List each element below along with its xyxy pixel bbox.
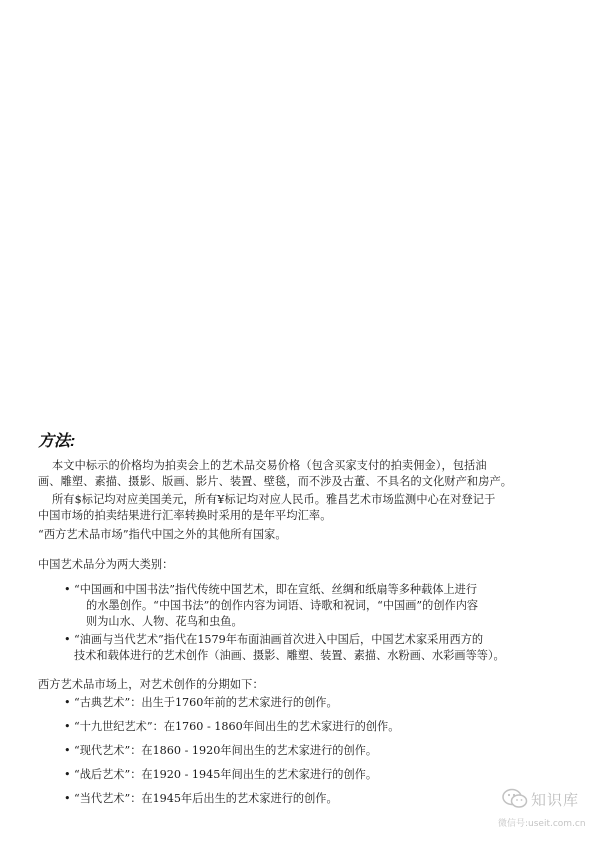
paragraph-line: 本文中标示的价格均为拍卖会上的艺术品交易价格（包含买家支付的拍卖佣金），包括油 (52, 459, 487, 472)
paragraph-western-market (38, 527, 558, 543)
bullet-icon: • (64, 583, 71, 596)
paragraph-chinese-categories-intro (38, 557, 558, 573)
list-item-line: “十九世纪艺术”：在1760 - 1860年间出生的艺术家进行的创作。 (74, 720, 400, 733)
bullet-icon: • (64, 768, 71, 781)
paragraph-line: 西方艺术品市场上，对艺术创作的分期如下： (38, 678, 264, 691)
list-item-period-classical (64, 695, 544, 711)
watermark (498, 788, 590, 838)
section-heading: 方法: (38, 433, 76, 450)
list-item-line: “中国画和中国书法”指代传统中国艺术，即在宣纸、丝绸和纸扇等多种载体上进行 (74, 583, 478, 596)
bullet-icon: • (64, 633, 71, 646)
paragraph-currency (38, 492, 558, 524)
paragraph-line: 画、雕塑、素描、摄影、版画、影片、装置、壁毯，而不涉及古董、不具名的文化财产和房产。 (38, 475, 513, 488)
list-item-period-postwar (64, 767, 544, 783)
watermark-name: 知识库 (531, 791, 580, 809)
list-item-line: “油画与当代艺术”指代在1579年布面油画首次进入中国后，中国艺术家采用西方的 (74, 633, 484, 646)
list-item-line: “战后艺术”：在1920 - 1945年间出生的艺术家进行的创作。 (74, 768, 378, 781)
wechat-icon (502, 788, 528, 810)
list-item-line: “古典艺术”：出生于1760年前的艺术家进行的创作。 (74, 696, 338, 709)
list-item-line: 则为山水、人物、花鸟和虫鱼。 (86, 615, 243, 628)
list-item-line: “现代艺术”：在1860 - 1920年间出生的艺术家进行的创作。 (74, 744, 378, 757)
paragraph-line: “西方艺术品市场”指代中国之外的其他所有国家。 (38, 528, 287, 541)
bullet-icon: • (64, 696, 71, 709)
bullet-icon: • (64, 720, 71, 733)
bullet-icon: • (64, 744, 71, 757)
paragraph-price-definition (38, 458, 558, 490)
list-item-line: 技术和载体进行的艺术创作（油画、摄影、雕塑、装置、素描、水粉画、水彩画等等）。 (74, 649, 505, 662)
list-item-period-19th-century (64, 719, 544, 735)
paragraph-western-periods-intro (38, 677, 558, 693)
list-item-period-modern (64, 743, 544, 759)
bullet-icon: • (64, 792, 71, 805)
list-item-line: 的水墨创作。“中国书法”的创作内容为词语、诗歌和祝词，“中国画”的创作内容 (86, 599, 479, 612)
paragraph-line: 所有$标记均对应美国美元，所有¥标记均对应人民币。雅昌艺术市场监测中心在对登记于 (52, 493, 496, 506)
list-item-line: “当代艺术”：在1945年后出生的艺术家进行的创作。 (74, 792, 338, 805)
list-item-chinese-painting (64, 582, 556, 630)
list-item-oil-contemporary (64, 632, 564, 664)
list-item-period-contemporary (64, 791, 464, 807)
watermark-subtitle: 微信号:useit.com.cn (498, 819, 586, 829)
paragraph-line: 中国市场的拍卖结果进行汇率转换时采用的是年平均汇率。 (38, 509, 332, 522)
paragraph-line: 中国艺术品分为两大类别： (38, 558, 174, 571)
